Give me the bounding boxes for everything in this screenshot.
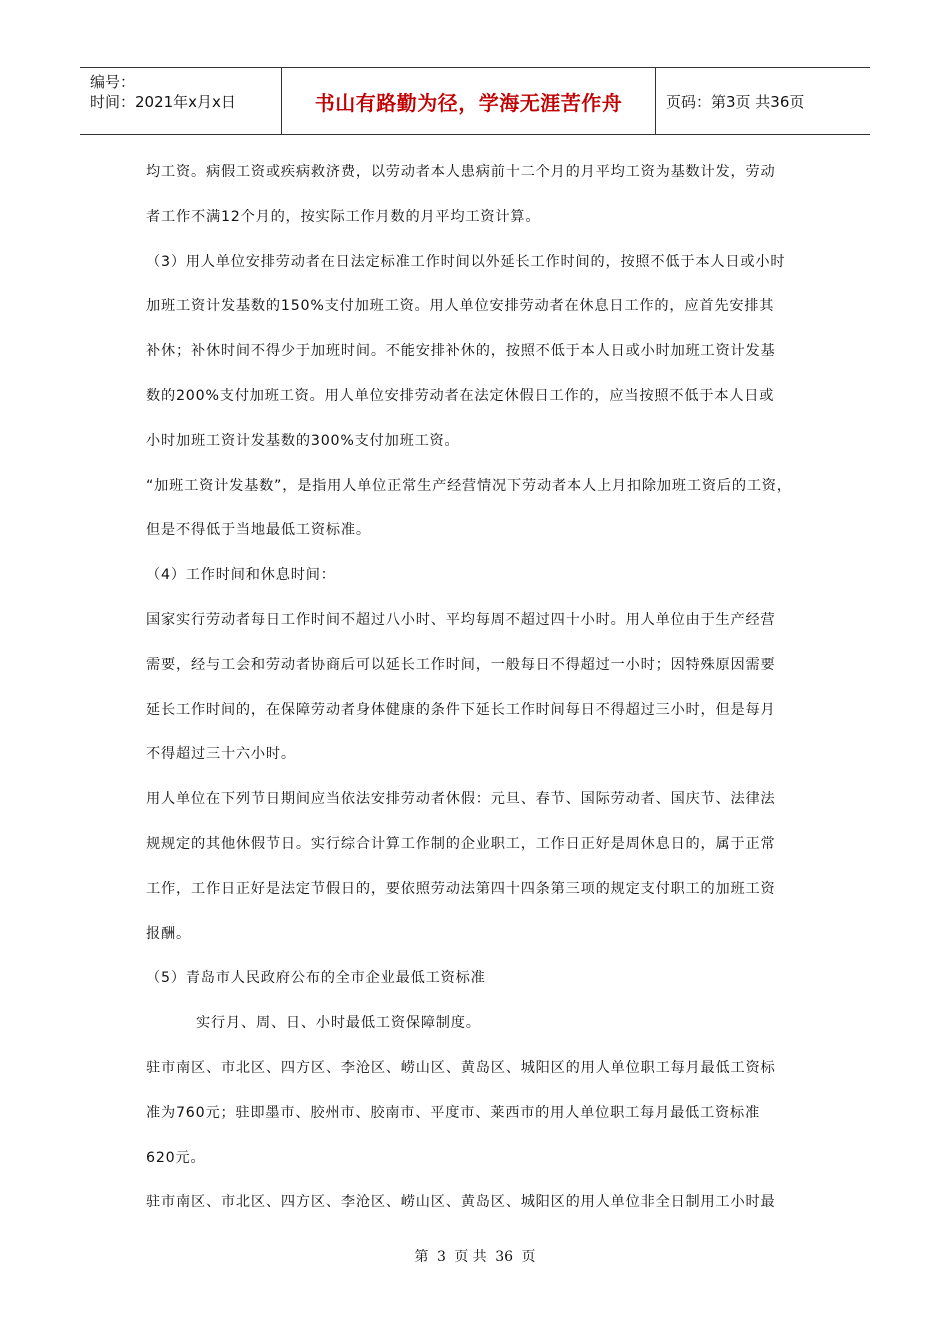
text-line: “加班工资计发基数”，是指用人单位正常生产经营情况下劳动者本人上月扣除加班工资后的工资， <box>146 477 792 494</box>
text-line: 小时加班工资计发基数的300%支付加班工资。 <box>146 432 460 449</box>
header-motto-cell <box>282 68 656 134</box>
header-motto: 书山有路勤为径，学海无涯苦作舟 <box>314 90 623 115</box>
document-number: 编号： <box>90 73 136 91</box>
footer-total-pages: 36 <box>495 1249 514 1265</box>
text-line: 需要，经与工会和劳动者协商后可以延长工作时间，一般每日不得超过一小时；因特殊原因需要 <box>146 656 776 673</box>
section-heading: （5）青岛市人民政府公布的全市企业最低工资标准 <box>146 970 486 987</box>
document-date: 时间：2021年x月x日 <box>90 93 236 111</box>
text-line: 国家实行劳动者每日工作时间不超过八小时、平均每周不超过四十小时。用人单位由于生产经营 <box>146 611 776 628</box>
text-line: 延长工作时间的，在保障劳动者身体健康的条件下延长工作时间每日不得超过三小时，但是每月 <box>146 701 776 718</box>
footer-mid: 页 共 <box>454 1249 487 1265</box>
text-line: 规规定的其他休假节日。实行综合计算工作制的企业职工，工作日正好是周休息日的，属于正常 <box>146 835 776 852</box>
text-line: 但是不得低于当地最低工资标准。 <box>146 522 371 539</box>
footer-suffix: 页 <box>521 1249 536 1265</box>
header-meta <box>80 68 282 134</box>
text-line: 用人单位在下列节日期间应当依法安排劳动者休假：元旦、春节、国际劳动者、国庆节、法律法 <box>146 791 776 808</box>
text-line: 均工资。病假工资或疾病救济费，以劳动者本人患病前十二个月的月平均工资为基数计发，劳动 <box>146 164 776 180</box>
footer-page-number: 3 <box>436 1249 446 1265</box>
text-line: 工作，工作日正好是法定节假日的，要依照劳动法第四十四条第三项的规定支付职工的加班工资 <box>146 880 776 897</box>
text-line: 620元。 <box>146 1149 206 1166</box>
header-page-info-cell <box>656 68 870 134</box>
text-line: 驻市南区、市北区、四方区、李沧区、崂山区、黄岛区、城阳区的用人单位职工每月最低工资标 <box>146 1059 776 1076</box>
page-footer <box>0 1246 950 1266</box>
text-line: 数的200%支付加班工资。用人单位安排劳动者在法定休假日工作的，应当按照不低于本人日或 <box>146 387 775 404</box>
text-line: 者工作不满12个月的，按实际工作月数的月平均工资计算。 <box>146 208 541 225</box>
section-heading: （4）工作时间和休息时间： <box>146 567 336 584</box>
text-line: 实行月、周、日、小时最低工资保障制度。 <box>196 1015 481 1032</box>
text-line: 加班工资计发基数的150%支付加班工资。用人单位安排劳动者在休息日工作的，应首先安排其 <box>146 298 775 315</box>
text-line: （3）用人单位安排劳动者在日法定标准工作时间以外延长工作时间的，按照不低于本人日或小时 <box>146 253 786 270</box>
text-line: 补休；补休时间不得少于加班时间。不能安排补休的，按照不低于本人日或小时加班工资计发基 <box>146 343 776 360</box>
text-line: 不得超过三十六小时。 <box>146 746 296 763</box>
text-line: 准为760元；驻即墨市、胶州市、胶南市、平度市、莱西市的用人单位职工每月最低工资标准 <box>146 1104 760 1121</box>
footer-prefix: 第 <box>414 1249 429 1265</box>
text-line: 报酬。 <box>146 925 191 942</box>
header-page-info: 页码：第3页 共36页 <box>666 92 805 111</box>
document-body <box>146 152 816 1227</box>
page-header <box>80 67 870 135</box>
text-line: 驻市南区、市北区、四方区、李沧区、崂山区、黄岛区、城阳区的用人单位非全日制用工小时最 <box>146 1194 776 1211</box>
